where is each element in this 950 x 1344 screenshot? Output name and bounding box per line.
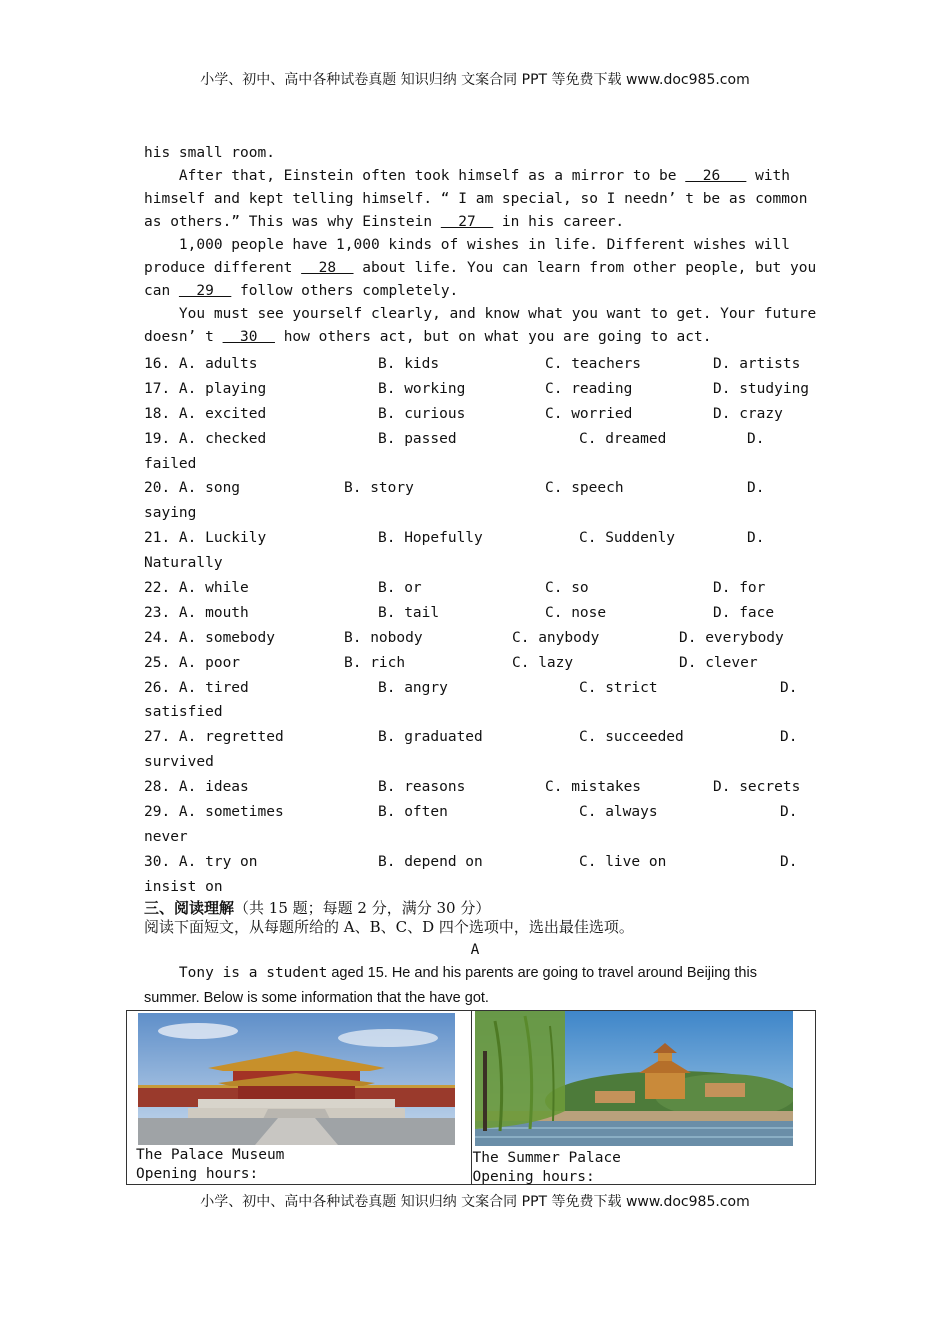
passage-label: A: [470, 942, 480, 958]
question-27: 27. A. regretted: [144, 729, 284, 745]
option-b: B. graduated: [378, 729, 483, 745]
question-21: 21. A. Luckily: [144, 530, 267, 546]
reading-intro-line: summer. Below is some information that the have got.: [144, 990, 489, 1006]
option-b: B. passed: [378, 431, 457, 447]
section-note: （共 15 题；每题 2 分，满分 30 分）: [234, 899, 491, 917]
option-d: D. crazy: [713, 406, 783, 422]
question-30: 30. A. try on: [144, 854, 258, 870]
option-d: D. artists: [713, 356, 801, 372]
passage-line: as others.” This was why Einstein 27 in his career.: [144, 214, 625, 230]
option-c: C. worried: [545, 406, 633, 422]
question-26: 26. A. tired: [144, 680, 249, 696]
option-c: C. live on: [579, 854, 667, 870]
option-b: B. depend on: [378, 854, 483, 870]
palace-museum-hours-label: Opening hours:: [136, 1166, 259, 1182]
option-c: C. mistakes: [545, 779, 642, 795]
option-b: B. working: [378, 381, 466, 397]
option-d: D. secrets: [713, 779, 801, 795]
palace-museum-name: The Palace Museum: [136, 1147, 285, 1163]
option-b: B. story: [344, 480, 414, 496]
option-c: C. lazy: [512, 655, 574, 671]
option-c: C. always: [579, 804, 658, 820]
passage-line: 1,000 people have 1,000 kinds of wishes in life. Different wishes will: [144, 237, 791, 253]
option-b: B. or: [378, 580, 422, 596]
option-c: C. nose: [545, 605, 607, 621]
option-d: D.: [747, 431, 765, 447]
option-d: D. for: [713, 580, 766, 596]
option-d: D.: [780, 854, 798, 870]
question-24: 24. A. somebody: [144, 630, 275, 646]
summer-palace-hours-label: Opening hours:: [472, 1169, 595, 1185]
passage-line: After that, Einstein often took himself as a mirror to be 26 with: [144, 168, 791, 184]
blank-27: 27: [440, 214, 494, 230]
page-footer: 小学、初中、高中各种试卷真题 知识归纳 文案合同 PPT 等免费下载 www.doc985.com: [200, 1194, 750, 1210]
passage-line: doesn’ t 30 how others act, but on what you are going to act.: [144, 329, 712, 345]
attractions-table: [126, 1010, 816, 1185]
passage-line: his small room.: [144, 145, 275, 161]
option-c: C. speech: [545, 480, 624, 496]
option-d: D. everybody: [679, 630, 784, 646]
question-25: 25. A. poor: [144, 655, 241, 671]
option-b: B. rich: [344, 655, 406, 671]
question-19: 19. A. checked: [144, 431, 267, 447]
palace-museum-photo: [138, 1013, 455, 1145]
question-16: 16. A. adults: [144, 356, 258, 372]
option-b: B. tail: [378, 605, 440, 621]
option-d: D.: [780, 804, 798, 820]
summer-palace-photo: [475, 1011, 793, 1146]
question-29: 29. A. sometimes: [144, 804, 284, 820]
blank-29: 29: [178, 283, 232, 299]
option-c: C. teachers: [545, 356, 642, 372]
question-22: 22. A. while: [144, 580, 249, 596]
reading-intro-line: Tony is a student aged 15. He and his parents are going to travel around Beijing this: [144, 965, 757, 981]
question-23: 23. A. mouth: [144, 605, 249, 621]
option-d: D. face: [713, 605, 775, 621]
passage-line: You must see yourself clearly, and know what you want to get. Your future: [144, 306, 817, 322]
option-d-text: satisfied: [144, 704, 223, 720]
option-c: C. succeeded: [579, 729, 684, 745]
option-b: B. reasons: [378, 779, 466, 795]
option-d: D.: [780, 729, 798, 745]
option-b: B. kids: [378, 356, 440, 372]
question-28: 28. A. ideas: [144, 779, 249, 795]
option-c: C. reading: [545, 381, 633, 397]
blank-30: 30: [222, 329, 275, 345]
summer-palace-cell: [471, 1011, 816, 1185]
option-d-text: saying: [144, 505, 197, 521]
option-d: D. studying: [713, 381, 810, 397]
option-d-text: Naturally: [144, 555, 223, 571]
section-title: 三、阅读理解: [144, 899, 235, 917]
option-c: C. strict: [579, 680, 658, 696]
option-d-text: failed: [144, 456, 197, 472]
option-d-text: insist on: [144, 879, 223, 895]
blank-26: 26: [685, 168, 747, 184]
option-d: D.: [780, 680, 798, 696]
option-b: B. curious: [378, 406, 466, 422]
question-18: 18. A. excited: [144, 406, 267, 422]
option-d: D.: [747, 530, 765, 546]
option-b: B. angry: [378, 680, 448, 696]
option-b: B. often: [378, 804, 448, 820]
option-d-text: survived: [144, 754, 214, 770]
option-c: C. so: [545, 580, 589, 596]
passage-line: produce different 28 about life. You can learn from other people, but you: [144, 260, 817, 276]
option-c: C. Suddenly: [579, 530, 676, 546]
option-b: B. nobody: [344, 630, 423, 646]
blank-28: 28: [301, 260, 354, 276]
option-d: D. clever: [679, 655, 758, 671]
question-20: 20. A. song: [144, 480, 241, 496]
option-d: D.: [747, 480, 765, 496]
summer-palace-name: The Summer Palace: [472, 1150, 621, 1166]
palace-museum-cell: [127, 1011, 472, 1185]
passage-line: can 29 follow others completely.: [144, 283, 459, 299]
page-header: 小学、初中、高中各种试卷真题 知识归纳 文案合同 PPT 等免费下载 www.doc985.com: [200, 72, 750, 88]
option-c: C. dreamed: [579, 431, 667, 447]
option-d-text: never: [144, 829, 188, 845]
question-17: 17. A. playing: [144, 381, 267, 397]
option-c: C. anybody: [512, 630, 600, 646]
section-instruction: 阅读下面短文，从每题所给的 A、B、C、D 四个选项中，选出最佳选项。: [144, 918, 634, 936]
passage-line: himself and kept telling himself. “ I am special, so I needn’ t be as common: [144, 191, 808, 207]
option-b: B. Hopefully: [378, 530, 483, 546]
